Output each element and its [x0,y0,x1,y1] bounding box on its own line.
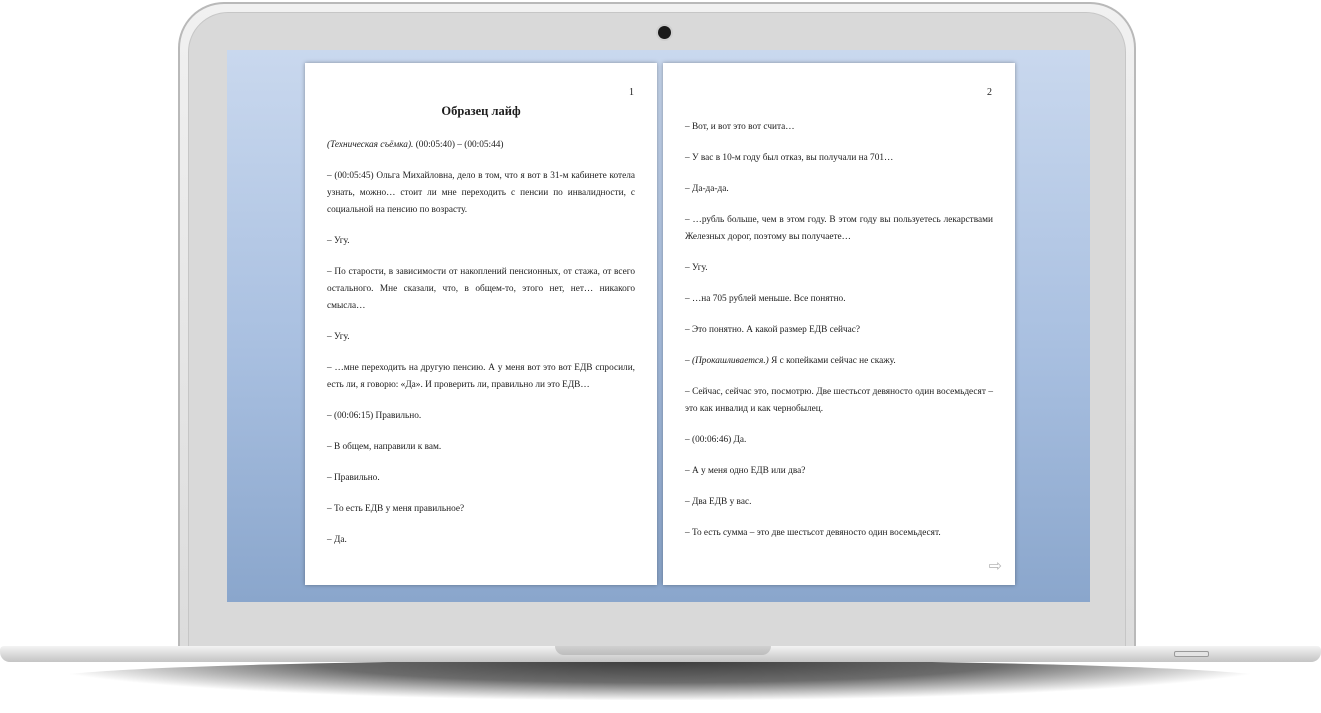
paragraph [685,432,993,449]
paragraph [685,463,993,480]
paragraph-text: Я с копейками сейчас не скажу. [768,356,896,366]
paragraph [327,233,635,250]
paragraph-text: – (00:05:45) Ольга Михайловна, дело в том, что я вот в 31-м кабинете котела узнать, можно… стоит ли мне переходить с пенсии по инвалидности, с социальной на пенсию по возрасту. [327,171,635,215]
paragraph-text: – Вот, и вот это вот счита… [685,122,795,132]
paragraph-text: – (00:06:46) Да. [685,435,747,445]
laptop-screen [227,50,1090,602]
paragraph-text: – По старости, в зависимости от накоплений пенсионных, от стажа, от всего остального. Мне сказали, что, в общем-то, этого нет, нет… никакого смысла… [327,267,635,311]
paragraph-text: – Это понятно. А какой размер ЕДВ сейчас? [685,325,861,335]
paragraph-text: – Да-да-да. [685,184,729,194]
paragraph [327,168,635,219]
paragraph-text: (00:05:40) – (00:05:44) [413,140,504,150]
paragraph-text: – Сейчас, сейчас это, посмотрю. Две шестьсот девяносто один восемьдесят – это как инвалид и как чернобылец. [685,387,993,414]
paragraph [327,532,635,549]
paragraph-text: – Угу. [327,236,350,246]
paragraph [685,150,993,167]
paragraph [327,501,635,518]
page-content [327,137,635,549]
paragraph-text: – …мне переходить на другую пенсию. А у меня вот это вот ЕДВ спросили, есть ли, я говорю: «Да». И проверить ли, правильно ли это ЕДВ… [327,363,635,390]
paragraph [685,384,993,418]
paragraph [327,360,635,394]
paragraph-text: – …на 705 рублей меньше. Все понятно. [685,294,846,304]
paragraph-text: – Угу. [327,332,350,342]
paragraph-text: – Угу. [685,263,708,273]
paragraph-text: – То есть ЕДВ у меня правильное? [327,504,465,514]
stage-direction: (Техническая съёмка). [327,140,414,150]
paragraph-text: – В общем, направили к вам. [327,442,442,452]
paragraph-text: – А у меня одно ЕДВ или два? [685,466,806,476]
document-page-1 [305,63,657,585]
paragraph [685,322,993,339]
webcam-icon [658,26,671,39]
paragraph [685,494,993,511]
paragraph [327,470,635,487]
paragraph [685,291,993,308]
power-indicator [1174,651,1209,657]
page-content [685,63,993,542]
laptop-shadow [40,660,1280,700]
paragraph-text: – …рубль больше, чем в этом году. В этом году вы пользуетесь лекарствами Железных дорог, поэтому вы получаете… [685,215,993,242]
document-page-2 [663,63,1015,585]
paragraph [685,212,993,246]
paragraph [327,408,635,425]
paragraph [685,181,993,198]
paragraph [685,260,993,277]
page-number: 1 [629,87,634,98]
paragraph-text: – Да. [327,535,347,545]
paragraph [327,329,635,346]
paragraph [685,353,993,370]
paragraph-text: – Два ЕДВ у вас. [685,497,752,507]
paragraph [327,264,635,315]
laptop-hinge-notch [555,646,771,655]
document-title: Образец лайф [441,104,521,118]
paragraph [327,439,635,456]
paragraph-text: – Правильно. [327,473,380,483]
paragraph-text: – У вас в 10-м году был отказ, вы получали на 701… [685,153,894,163]
paragraph-prefix: – [685,356,692,366]
paragraph [685,525,993,542]
page-number: 2 [987,87,992,98]
arrow-right-icon[interactable]: ⇨ [988,558,1002,575]
paragraph [327,137,635,154]
stage-direction: (Прокашливается.) [691,356,769,366]
paragraph-text: – (00:06:15) Правильно. [327,411,422,421]
paragraph [685,119,993,136]
paragraph-text: – То есть сумма – это две шестьсот девяносто один восемьдесят. [685,528,941,538]
